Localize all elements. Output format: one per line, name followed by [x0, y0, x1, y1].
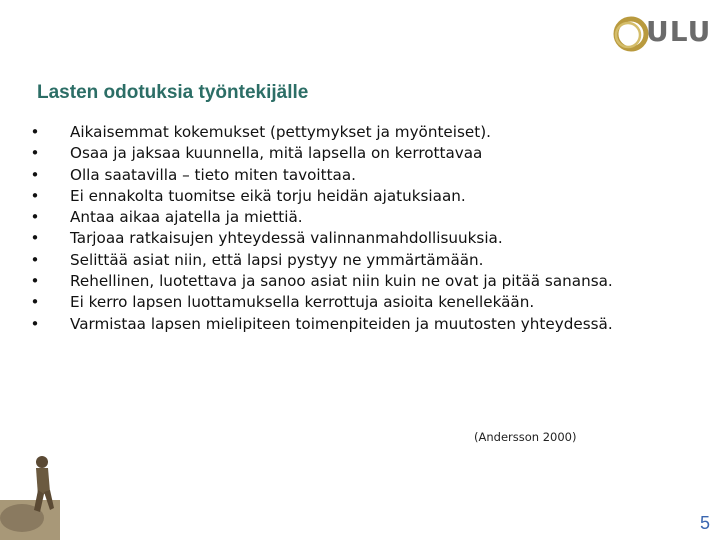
- statue-photo-icon: [0, 440, 60, 540]
- citation: (Andersson 2000): [474, 430, 577, 444]
- slide-title: Lasten odotuksia työntekijälle: [37, 82, 309, 103]
- list-item: [30, 122, 640, 143]
- bullet-list: [30, 122, 640, 335]
- bullet-icon: •: [30, 314, 40, 333]
- list-item: [30, 271, 640, 292]
- list-item: [30, 186, 640, 207]
- list-item-text: Ei kerro lapsen luottamuksella kerrottuja asioita kenellekään.: [70, 293, 535, 312]
- list-item: [30, 165, 640, 186]
- list-item-text: Rehellinen, luotettava ja sanoo asiat niin kuin ne ovat ja pitää sanansa.: [70, 272, 613, 291]
- list-item: [30, 314, 640, 335]
- list-item-text: Tarjoaa ratkaisujen yhteydessä valinnanmahdollisuuksia.: [70, 229, 503, 248]
- list-item-text: Varmistaa lapsen mielipiteen toimenpiteiden ja muutosten yhteydessä.: [70, 314, 613, 333]
- bullet-icon: •: [30, 186, 40, 205]
- bullet-icon: •: [30, 229, 40, 248]
- logo-ring-icon: [610, 14, 650, 54]
- bullet-icon: •: [30, 123, 40, 141]
- list-item-text: Ei ennakolta tuomitse eikä torju heidän ajatuksiaan.: [70, 186, 466, 205]
- bullet-icon: •: [30, 272, 40, 291]
- list-item-text: Selittää asiat niin, että lapsi pystyy ne ymmärtämään.: [70, 250, 484, 269]
- bullet-icon: •: [30, 208, 40, 227]
- bullet-icon: •: [30, 293, 40, 312]
- bullet-icon: •: [30, 144, 40, 163]
- list-item-text: Osaa ja jaksaa kuunnella, mitä lapsella on kerrottavaa: [70, 144, 483, 163]
- list-item-text: Olla saatavilla – tieto miten tavoittaa.: [70, 165, 356, 184]
- list-item-text: Antaa aikaa ajatella ja miettiä.: [70, 208, 303, 227]
- logo-text: ULU: [646, 15, 712, 48]
- page-number: 5: [699, 513, 710, 533]
- list-item-text: Aikaisemmat kokemukset (pettymykset ja myönteiset).: [70, 123, 491, 141]
- list-item: [30, 292, 640, 313]
- list-item: [30, 143, 640, 164]
- list-item: [30, 250, 640, 271]
- list-item: [30, 228, 640, 249]
- bullet-icon: •: [30, 250, 40, 269]
- list-item: [30, 207, 640, 228]
- bullet-icon: •: [30, 165, 40, 184]
